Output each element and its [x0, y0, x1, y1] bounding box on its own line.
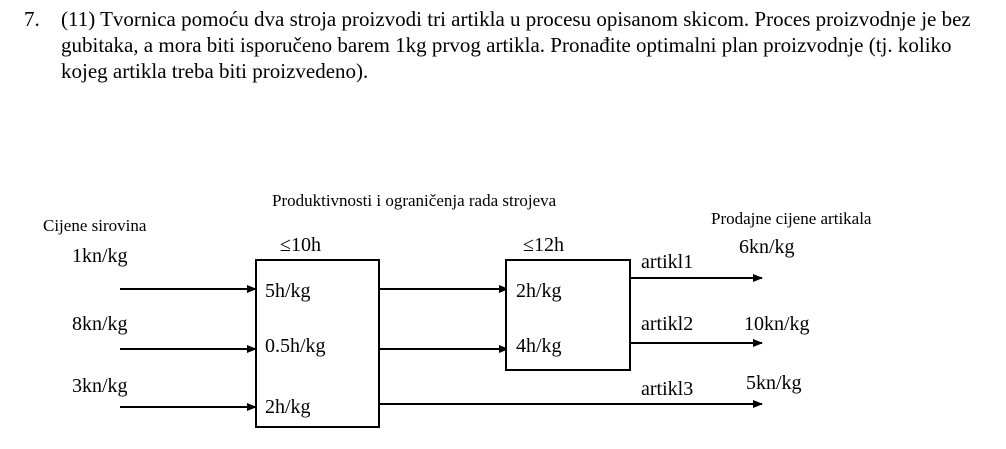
sale-price-1: 6kn/kg: [739, 236, 795, 258]
raw-price-2: 8kn/kg: [72, 313, 128, 335]
machine2-rate-2: 4h/kg: [516, 335, 562, 357]
raw-price-1: 1kn/kg: [72, 245, 128, 267]
article-1-label: artikl1: [641, 251, 694, 273]
machine1-rate-1: 5h/kg: [265, 280, 311, 302]
article-2-label: artikl2: [641, 313, 694, 335]
machine2-rate-1: 2h/kg: [516, 280, 562, 302]
article-3-label: artikl3: [641, 378, 694, 400]
machine1-limit: ≤10h: [280, 234, 321, 256]
problem-number: 7.: [24, 7, 40, 31]
sale-prices-caption: Prodajne cijene artikala: [711, 209, 872, 228]
problem-text: (11) Tvornica pomoću dva stroja proizvodi tri artikla u procesu opisanom skicom. Proces proizvodnje je bez gubitaka, a mora biti isporučeno barem 1kg prvog artikla. Pronađite optimalni plan proizvodnje (tj. koliko kojeg artikla treba biti proizvedeno).: [61, 7, 971, 83]
sale-price-2: 10kn/kg: [744, 313, 810, 335]
machine2-limit: ≤12h: [523, 234, 564, 256]
raw-price-3: 3kn/kg: [72, 375, 128, 397]
machine1-rate-3: 2h/kg: [265, 396, 311, 418]
machine1-rate-2: 0.5h/kg: [265, 335, 326, 357]
machines-caption: Produktivnosti i ograničenja rada strojeva: [272, 191, 557, 210]
sale-price-3: 5kn/kg: [746, 372, 802, 394]
raw-prices-caption: Cijene sirovina: [43, 216, 147, 235]
